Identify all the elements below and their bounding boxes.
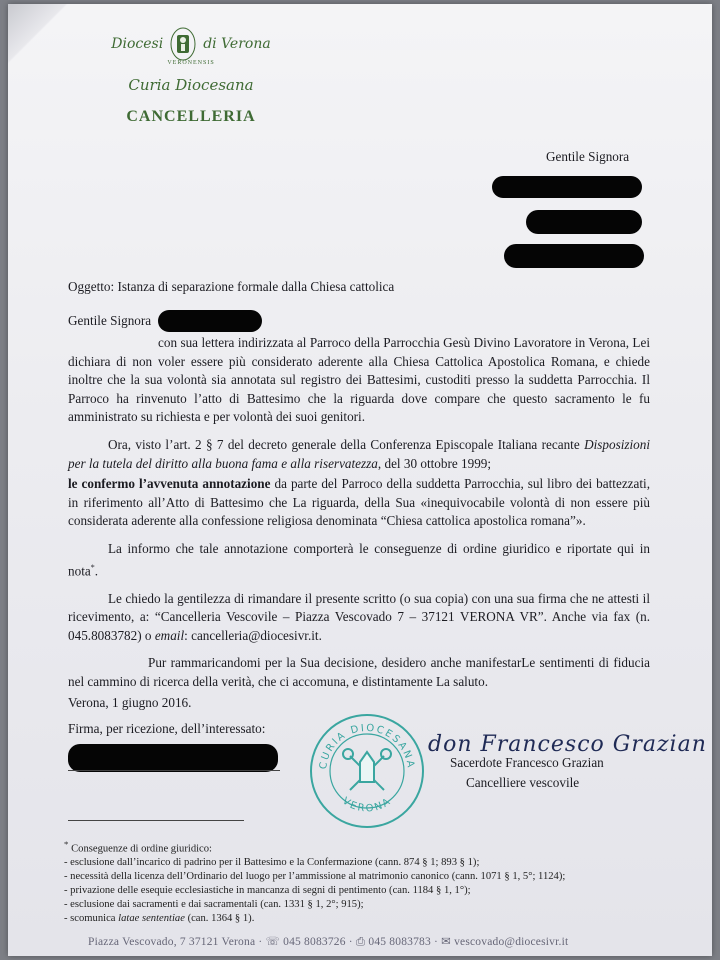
redacted-greeting-name — [158, 310, 262, 332]
footnote-item: - necessità della licenza dell’Ordinario del luogo per l’ammissione al matrimonio canonico (cann. 1071 § 1, 5°; 1124); — [64, 871, 566, 883]
footnote-canon: (can. 1364 § 1). — [184, 912, 255, 924]
subject-line — [68, 278, 394, 297]
paragraph-3 — [68, 475, 650, 531]
recipient-salutation: Gentile Signora — [546, 149, 630, 164]
p4-period: . — [94, 562, 99, 578]
footnote-rule — [68, 820, 244, 821]
paragraph-1: con sua lettera indirizzata al Parroco della Parrocchia Gesù Divino Lavoratore in Verona, Lei dichiara di non voler essere più considerato aderente alla Chiesa Cattolica Apostolica Romana, e chiede inoltre che la sua volontà sia annotata sul registro dei Battesimi, custoditi presso la suddetta Parrocchia. Il Parroco ha rinvenuto l’atto di Battesimo che la riguarda dove compare che questo sacramento le fu amministrato su richiesta e per volontà dei suoi genitori. — [68, 335, 650, 425]
footnote-item: - privazione delle esequie ecclesiastiche in mancanza di segni di pentimento (can. 1184 § 1, 1°); — [64, 884, 471, 896]
curia-title: Curia Diocesana — [128, 76, 254, 94]
p3-bold: le confermo l’avvenuta annotazione — [68, 476, 271, 492]
footnote-asterisk: * — [64, 839, 69, 849]
letter-page — [8, 4, 712, 956]
curia-stamp-icon — [308, 712, 426, 830]
p3-text: da parte del Parroco della suddetta Parrocchia, sul libro dei battezzati, in riferimento all’Atto di Battesimo che La riguarda, della Sua «inequivocabile volontà di non essere più considerata aderente alla confessione religiosa denominata “Chiesa cattolica apostolica romana”». — [68, 476, 650, 529]
paragraph-2 — [68, 436, 650, 473]
p5-email: : cancelleria@diocesivr.it. — [184, 627, 322, 643]
redacted-address-1 — [526, 210, 642, 234]
redacted-address-2 — [504, 244, 644, 268]
footer-phone: 045 8083726 — [283, 936, 346, 948]
folded-corner — [8, 4, 68, 64]
p2-text: Ora, visto l’art. 2 § 7 del decreto generale della Conferenza Episcopale Italiana recante — [108, 436, 580, 452]
footer-address: Piazza Vescovado, 7 37121 Verona — [88, 936, 256, 948]
signatory-name: Sacerdote Francesco Grazian — [450, 755, 604, 770]
footnote-mark: * — [90, 562, 95, 572]
footnote-item: - esclusione dall’incarico di padrino per il Battesimo e la Confermazione (cann. 874 § 1; 893 § 1); — [64, 857, 480, 869]
stamp-top-text: CURIA DIOCESANA — [317, 722, 417, 771]
letter-footer: Piazza Vescovado, 7 37121 Verona · ☏ 045 8083726 · ⎙ 045 8083783 · ✉ vescovado@diocesivr.it — [88, 936, 569, 948]
diocese-crest-icon — [169, 26, 197, 62]
letter-body — [68, 334, 650, 713]
email-icon: ✉ — [441, 936, 451, 948]
footnote-item — [64, 912, 684, 926]
phone-icon: ☏ — [265, 936, 281, 948]
paragraph-4 — [68, 540, 650, 581]
footnote-item: - esclusione dai sacramenti e dai sacramentali (can. 1331 § 1, 2°; 915); — [64, 898, 364, 910]
letter-date: Verona, 1 giugno 2016. — [68, 695, 192, 711]
diocese-line — [106, 26, 276, 62]
seal-caption: VERONENSIS — [167, 60, 215, 66]
office-title: CANCELLERIA — [126, 108, 256, 125]
footer-email: vescovado@diocesivr.it — [454, 936, 569, 948]
footnote-last-text: - scomunica — [64, 912, 119, 924]
p5-email-label: email — [154, 627, 185, 643]
svg-text:VERONA — [340, 796, 394, 815]
receipt-label: Firma, per ricezione, dell’interessato: — [68, 721, 266, 736]
stamp-bottom-text: VERONA — [340, 795, 394, 815]
redacted-name — [492, 176, 642, 198]
letterhead — [106, 26, 276, 126]
paragraph-6: Pur rammaricandomi per la Sua decisione, desidero anche manifestarLe sentimenti di fiducia nel cammino di ricerca della verità, che ci accomuna, e distintamente La saluto. — [68, 655, 650, 689]
p2-date: , del 30 ottobre 1999; — [377, 455, 492, 471]
p2-decree-title: Disposizioni per la tutela del diritto alla buona fama e alla riservatezza — [68, 436, 651, 471]
diocese-word: Diocesi — [111, 36, 164, 52]
p5-text: Le chiedo la gentilezza di rimandare il presente scritto (o sua copia) con una sua firma che ne attesti il ricevimento, a: “Cancelleria Vescovile – Piazza Vescovado 7 – 37121 VERONA VR”. Anche via fax (n. 045.8083782) o — [68, 590, 650, 643]
footnote-latin: latae sententiae — [118, 912, 185, 924]
footnote-heading-text: Conseguenze di ordine giuridico: — [71, 843, 212, 855]
footnotes — [64, 838, 684, 925]
subject-text: Istanza di separazione formale dalla Chiesa cattolica — [117, 279, 395, 294]
signatory-title: Cancelliere vescovile — [466, 775, 580, 790]
signature-ink: don Francesco Grazian — [428, 732, 707, 757]
footer-fax: 045 8083783 — [368, 936, 431, 948]
receipt-signature-line — [68, 770, 280, 771]
greeting-text: Gentile Signora — [68, 313, 152, 328]
fax-icon: ⎙ — [355, 936, 366, 948]
subject-label: Oggetto: — [68, 279, 115, 294]
footnote-heading — [64, 838, 684, 856]
paragraph-5 — [68, 590, 650, 646]
redacted-signature — [68, 744, 278, 772]
verona-word: di Verona — [203, 36, 271, 52]
p4-text: La informo che tale annotazione comporterà le conseguenze di ordine giuridico e riportate qui in nota — [68, 540, 650, 578]
